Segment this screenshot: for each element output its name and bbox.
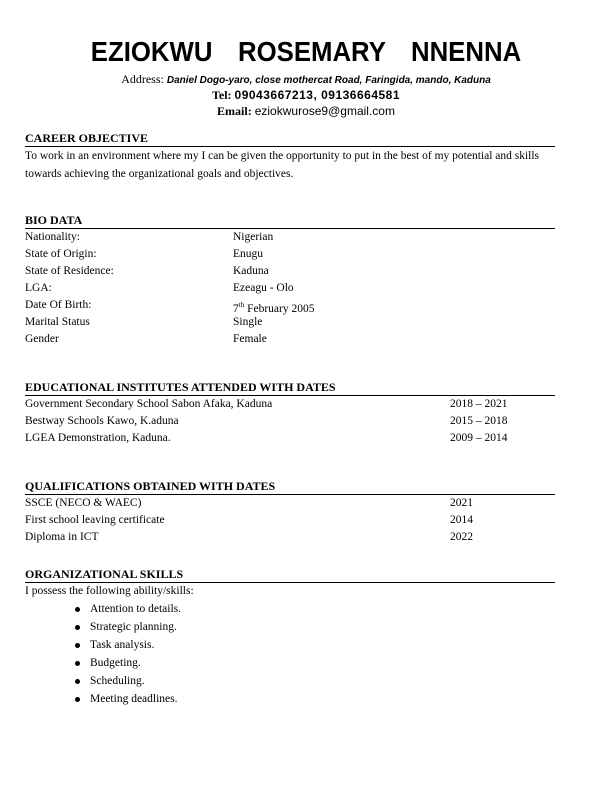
bio-value: Ezeagu - Olo [233, 282, 294, 294]
bio-label: Gender [25, 333, 59, 345]
skill-item: Budgeting. [25, 654, 555, 672]
qualification-row [25, 529, 555, 546]
school-name: LGEA Demonstration, Kaduna. [25, 432, 171, 444]
email-label: Email: [217, 104, 252, 118]
full-name: EZIOKWU ROSEMARY NNENNA [90, 36, 522, 67]
education-section [25, 380, 555, 447]
qualification-row [25, 512, 555, 529]
bio-row [25, 263, 555, 280]
bio-row [25, 331, 555, 348]
qualification-name: Diploma in ICT [25, 531, 99, 543]
address-label: Address [121, 72, 161, 86]
bio-row [25, 297, 555, 314]
dob-day: 7 [233, 302, 239, 315]
skill-item: Task analysis. [25, 636, 555, 654]
bio-row [25, 246, 555, 263]
skills-intro: I possess the following ability/skills: [25, 585, 194, 597]
education-row [25, 413, 555, 430]
career-section [25, 131, 555, 183]
dob-rest: February 2005 [244, 302, 315, 315]
bio-label: Marital Status [25, 316, 90, 328]
bio-value: Single [233, 316, 263, 328]
school-dates: 2015 – 2018 [450, 415, 508, 427]
bio-label: Nationality: [25, 231, 80, 243]
bio-row [25, 280, 555, 297]
bio-value: Female [233, 333, 267, 345]
school-name: Government Secondary School Sabon Afaka, Kaduna [25, 398, 273, 410]
bio-label: LGA: [25, 282, 52, 294]
school-name: Bestway Schools Kawo, K.aduna [25, 415, 179, 427]
qualification-name: First school leaving certificate [25, 514, 165, 526]
bio-value: Kaduna [233, 265, 269, 277]
qualification-row [25, 495, 555, 512]
school-dates: 2009 – 2014 [450, 432, 508, 444]
skills-section [25, 567, 555, 708]
email-line [0, 104, 612, 119]
skill-item: Strategic planning. [25, 618, 555, 636]
bio-row [25, 229, 555, 246]
skill-item: Meeting deadlines. [25, 690, 555, 708]
skill-item: Attention to details. [25, 600, 555, 618]
bio-value: Nigerian [233, 231, 274, 243]
section-heading: BIO DATA [25, 213, 555, 229]
email-value: eziokwurose9@gmail.com [254, 104, 395, 118]
bio-label: State of Origin: [25, 248, 97, 260]
qualification-name: SSCE (NECO & WAEC) [25, 497, 142, 509]
qualification-year: 2021 [450, 497, 473, 509]
bio-value: Enugu [233, 248, 264, 260]
school-dates: 2018 – 2021 [450, 398, 508, 410]
tel-value: 09043667213, 09136664581 [234, 88, 401, 102]
education-row [25, 396, 555, 413]
skills-list [25, 600, 555, 708]
tel-label: Tel: [211, 88, 232, 102]
section-heading: ORGANIZATIONAL SKILLS [25, 567, 555, 583]
education-row [25, 430, 555, 447]
bio-label: Date Of Birth: [25, 299, 92, 311]
bio-label: State of Residence: [25, 265, 114, 277]
address-value: Daniel Dogo-yaro, close mothercat Road, Faringida, mando, Kaduna [166, 75, 491, 86]
career-text: To work in an environment where my I can be given the opportunity to put in the best of my potential and skills towards achieving the organizational goals and objectives. [25, 150, 540, 180]
qualifications-section [25, 479, 555, 546]
bio-row [25, 314, 555, 331]
section-heading: CAREER OBJECTIVE [25, 131, 555, 147]
bio-section [25, 213, 555, 348]
section-heading: QUALIFICATIONS OBTAINED WITH DATES [25, 479, 555, 495]
qualification-year: 2014 [450, 514, 473, 526]
dob-suffix: th [238, 301, 245, 309]
tel-line [0, 88, 612, 103]
section-heading: EDUCATIONAL INSTITUTES ATTENDED WITH DATES [25, 380, 555, 396]
skill-item: Scheduling. [25, 672, 555, 690]
address-line: Address: Daniel Dogo-yaro, close mothercat Road, Faringida, mando, Kaduna [121, 72, 491, 86]
qualification-year: 2022 [450, 531, 473, 543]
